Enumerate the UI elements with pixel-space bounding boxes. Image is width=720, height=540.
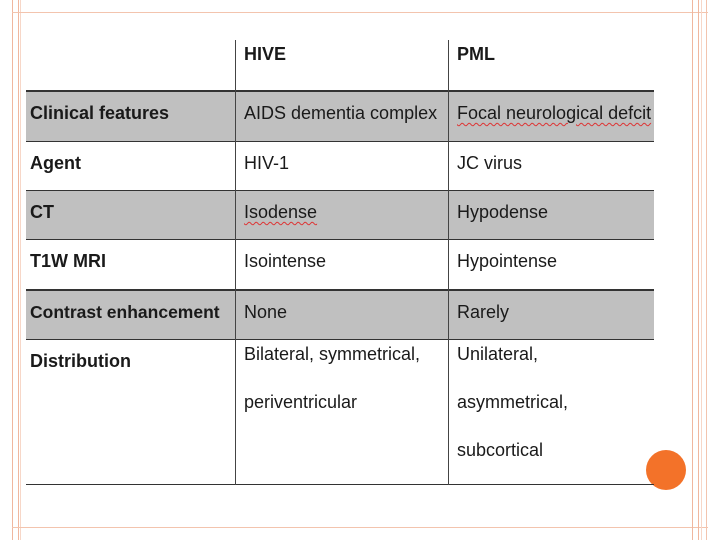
pml-line: subcortical bbox=[457, 440, 544, 460]
pml-cell: JC virus bbox=[457, 153, 523, 173]
row-label: Contrast enhancement bbox=[30, 302, 220, 322]
pml-cell: Rarely bbox=[457, 302, 510, 322]
slide-frame-right bbox=[692, 0, 699, 540]
column-divider bbox=[448, 40, 449, 485]
table-row bbox=[26, 291, 654, 339]
table-row bbox=[26, 142, 654, 190]
slide-frame-bottom bbox=[12, 527, 708, 528]
pml-cell-text: Focal neurological defcit bbox=[457, 103, 652, 123]
table-row bbox=[26, 191, 654, 239]
pml-cell bbox=[448, 92, 654, 141]
hive-line: periventricular bbox=[244, 392, 358, 412]
header-cell-empty bbox=[26, 40, 235, 90]
slide-frame-left bbox=[12, 0, 19, 540]
header-cell-pml: PML bbox=[457, 44, 495, 64]
pml-cell: Hypointense bbox=[457, 251, 558, 271]
slide-frame-top bbox=[12, 12, 708, 13]
hive-cell: HIV-1 bbox=[244, 153, 290, 173]
row-label: T1W MRI bbox=[30, 251, 106, 271]
table-row bbox=[26, 240, 654, 289]
hive-cell: AIDS dementia complex bbox=[244, 103, 438, 123]
hive-cell-text: Isodense bbox=[244, 202, 318, 222]
row-label: Clinical features bbox=[30, 103, 170, 123]
comparison-table bbox=[26, 40, 654, 485]
hive-cell bbox=[235, 191, 448, 239]
hive-cell: None bbox=[244, 302, 288, 322]
row-label: Agent bbox=[30, 153, 81, 173]
slide-frame-right-outer bbox=[706, 0, 707, 540]
row-label: Distribution bbox=[30, 351, 131, 371]
slide-frame-left-inner bbox=[20, 0, 21, 540]
hive-cell: Isointense bbox=[244, 251, 327, 271]
pml-line: Unilateral, bbox=[457, 344, 539, 364]
table-row bbox=[26, 92, 654, 141]
header-cell-hive: HIVE bbox=[244, 44, 287, 64]
column-divider bbox=[235, 40, 236, 485]
hive-cell bbox=[235, 340, 448, 485]
pml-line: asymmetrical, bbox=[457, 392, 569, 412]
table-bottom-border bbox=[26, 484, 654, 485]
hive-line: Bilateral, symmetrical, bbox=[244, 344, 421, 364]
table-header-row bbox=[26, 40, 654, 90]
pml-cell bbox=[448, 340, 654, 485]
pml-cell: Hypodense bbox=[457, 202, 549, 222]
table-row bbox=[26, 340, 654, 485]
slide-frame-right-inner bbox=[701, 0, 702, 540]
row-label: CT bbox=[30, 202, 54, 222]
